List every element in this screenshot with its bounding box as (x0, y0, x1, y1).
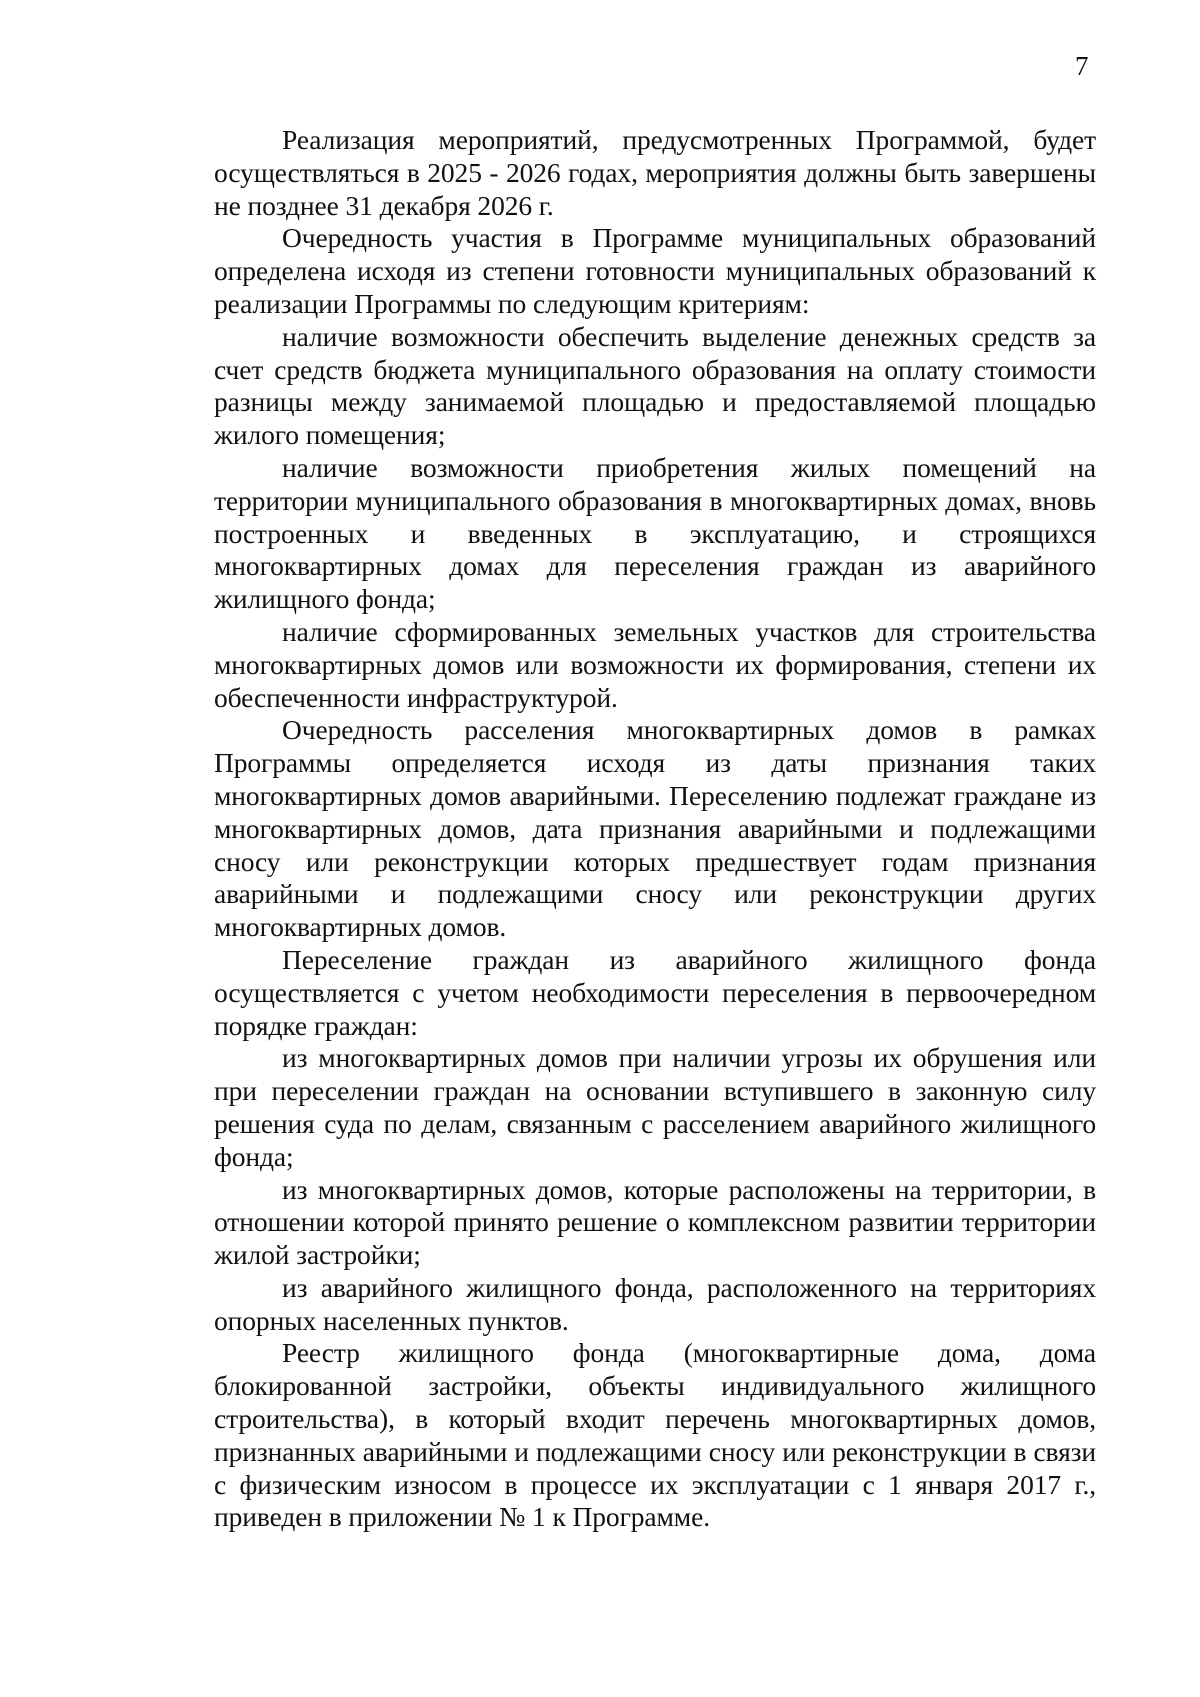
paragraph-participation-order: Очередность участия в Программе муниципальных образований определена исходя из степени готовности муниципальных образований к реализации Программы по следующим критериям: (214, 222, 1096, 319)
paragraph-criterion-funding: наличие возможности обеспечить выделение денежных средств за счет средств бюджета муниципального образования на оплату стоимости разницы между занимаемой площадью и предоставляемой площадью жилого помещения; (214, 320, 1096, 451)
paragraph-housing-registry: Реестр жилищного фонда (многоквартирные дома, дома блокированной застройки, объекты индивидуального жилищного строительства), в который входит перечень многоквартирных домов, признанных аварийными и подлежащими сносу или реконструкции в связи с физическим износом в процессе их эксплуатации с 1 января 2017 г., приведен в приложении № 1 к Программе. (214, 1337, 1096, 1533)
paragraph-criterion-purchase: наличие возможности приобретения жилых помещений на территории муниципального образования в многоквартирных домах, вновь построенных и введенных в эксплуатацию, и строящихся многоквартирных домах для переселения граждан из аварийного жилищного фонда; (214, 451, 1096, 615)
paragraph-priority-collapse-threat: из многоквартирных домов при наличии угрозы их обрушения или при переселении граждан на основании вступившего в законную силу решения суда по делам, связанным с расселением аварийного жилищного фонда; (214, 1042, 1096, 1172)
paragraph-criterion-land: наличие сформированных земельных участков для строительства многоквартирных домов или возможности их формирования, степени их обеспеченности инфраструктурой. (214, 615, 1096, 713)
paragraph-priority-complex-development: из многоквартирных домов, которые расположены на территории, в отношении которой принято решение о комплексном развитии территории жилой застройки; (214, 1173, 1096, 1271)
paragraph-priority-support-settlements: из аварийного жилищного фонда, расположенного на территориях опорных населенных пунктов. (214, 1271, 1096, 1336)
paragraph-priority-resettlement: Переселение граждан из аварийного жилищного фонда осуществляется с учетом необходимости переселения в первоочередном порядке граждан: (214, 943, 1096, 1041)
page-number: 7 (1075, 51, 1089, 81)
paragraph-resettlement-order: Очередность расселения многоквартирных домов в рамках Программы определяется исходя из даты признания таких многоквартирных домов аварийными. Переселению подлежат граждане из многоквартирных домов, дата признания аварийными и подлежащими сносу или реконструкции которых предшествует годам признания аварийными и подлежащими сносу или реконструкции других многоквартирных домов. (214, 714, 1096, 943)
document-body (214, 124, 1096, 1534)
paragraph-implementation-period: Реализация мероприятий, предусмотренных Программой, будет осуществляться в 2025 - 2026 годах, мероприятия должны быть завершены не позднее 31 декабря 2026 г. (214, 124, 1096, 221)
